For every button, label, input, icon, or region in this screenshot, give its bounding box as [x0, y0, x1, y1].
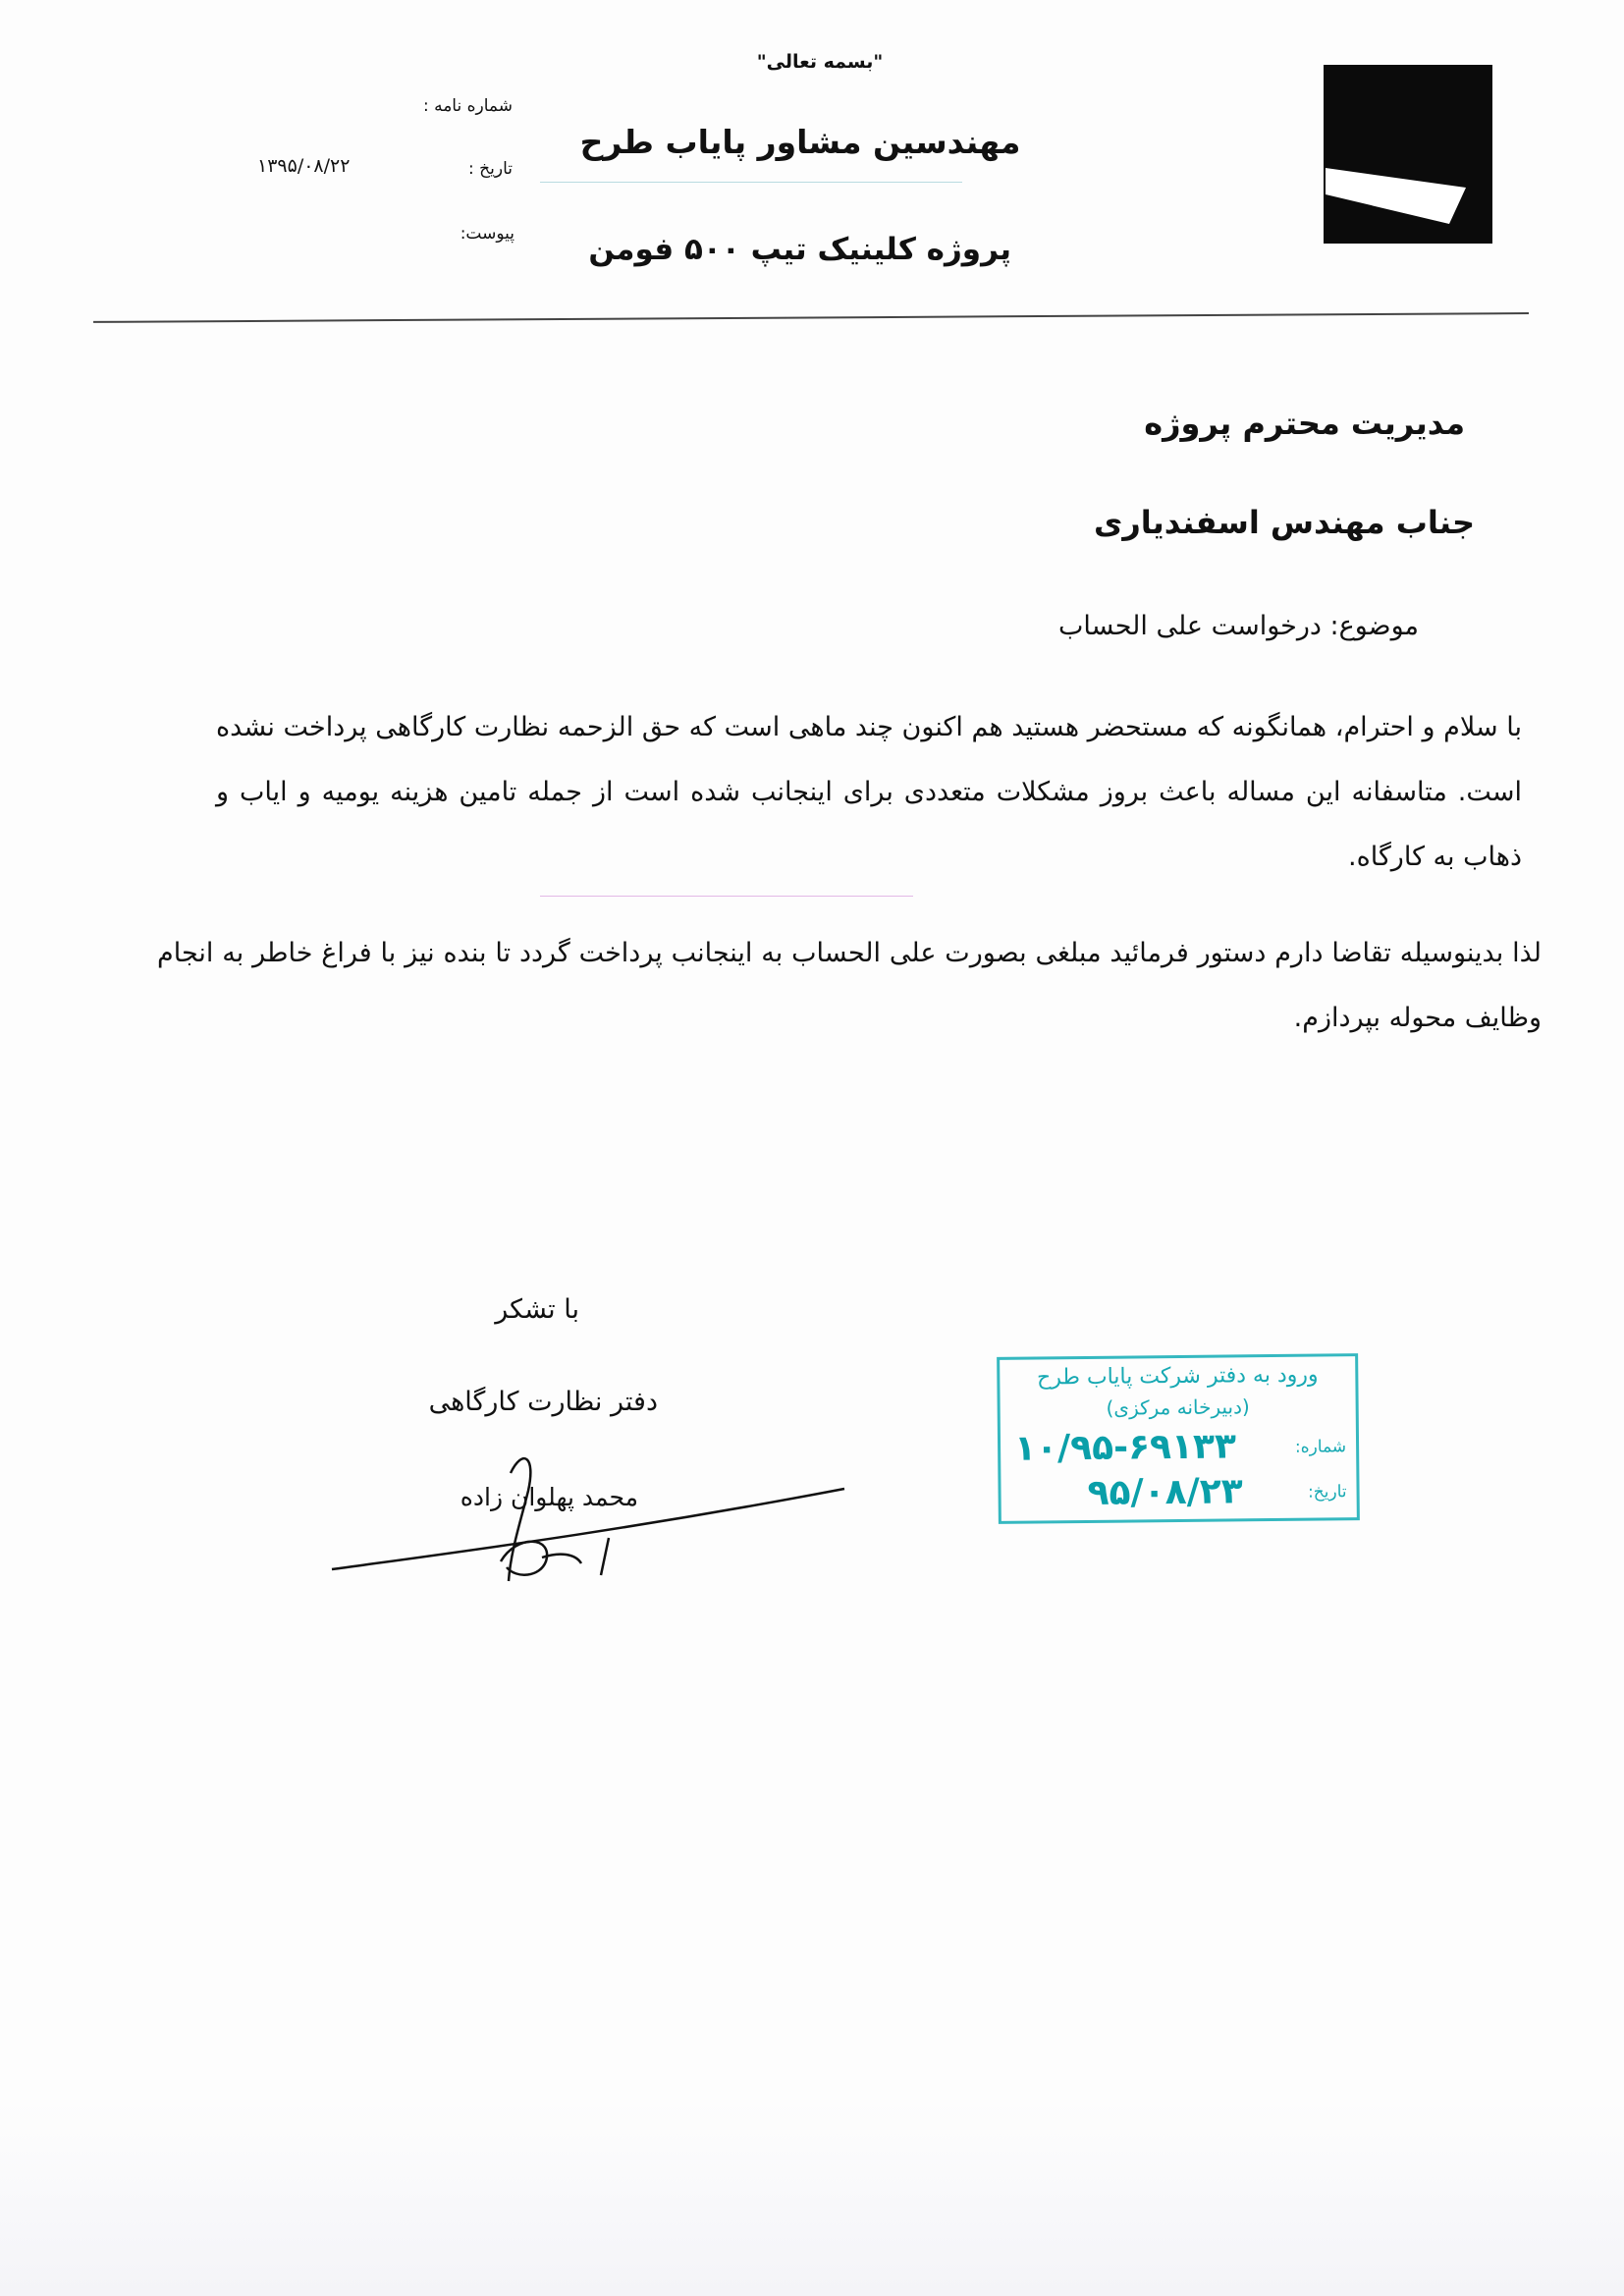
stamp-date-value: ۹۵/۰۸/۲۳ — [1087, 1471, 1243, 1513]
body-paragraph-2: لذا بدینوسیله تقاضا دارم دستور فرمائید مبلغی بصورت علی الحساب به اینجانب پرداخت گردد تا بنده نیز با فراغ خاطر به انجام وظایف محوله بپردازم. — [157, 938, 1542, 1033]
scan-bottom-shade — [0, 2102, 1624, 2296]
company-logo-icon — [1324, 65, 1492, 244]
company-name: مهندسین مشاور پایاب طرح — [579, 123, 1021, 161]
header-faint-divider — [540, 182, 962, 183]
stamp-number-value: ۱۰/۹۵-۶۹۱۳۳ — [1013, 1426, 1237, 1469]
header-divider — [93, 312, 1529, 323]
letter-subject: موضوع: درخواست علی الحساب — [1057, 611, 1419, 641]
signer-name: محمد پهلوان زاده — [460, 1483, 638, 1511]
letter-number-label: شماره نامه : — [422, 96, 513, 116]
received-stamp — [997, 1353, 1360, 1524]
stamp-subtitle: (دبیرخانه مرکزی) — [1106, 1394, 1250, 1420]
body-paragraph-1: با سلام و احترام، همانگونه که مستحضر هستید هم اکنون چند ماهی است که حق الزحمه نظارت کارگاهی پرداخت نشده است. متاسفانه این مساله باعث بروز مشکلات متعددی برای اینجانب شده است از جمله تامین هزینه یومیه و ایاب و ذهاب به کارگاه. — [216, 712, 1522, 872]
closing-office: دفتر نظارت کارگاهی — [428, 1387, 658, 1417]
stamp-date-row — [1008, 1470, 1349, 1523]
stamp-number-label: شماره: — [1294, 1437, 1347, 1457]
date-value: ۱۳۹۵/۰۸/۲۲ — [257, 155, 351, 177]
attachment-label: پیوست: — [460, 224, 514, 244]
recipient-line-2: جناب مهندس اسفندیاری — [1093, 504, 1475, 541]
bismillah-heading: "بسمه تعالی" — [756, 51, 884, 73]
closing-thanks: با تشکر — [495, 1294, 579, 1325]
date-label: تاریخ : — [468, 159, 513, 179]
recipient-line-1: مدیریت محترم پروژه — [1144, 405, 1465, 442]
project-name: پروژه کلینیک تیپ ۵۰۰ فومن — [588, 232, 1011, 267]
body-faint-divider — [540, 896, 913, 897]
handwritten-signature — [314, 1414, 864, 1611]
stamp-date-label: تاریخ: — [1307, 1482, 1347, 1503]
stamp-title: ورود به دفتر شرکت پایاب طرح — [1036, 1362, 1319, 1391]
